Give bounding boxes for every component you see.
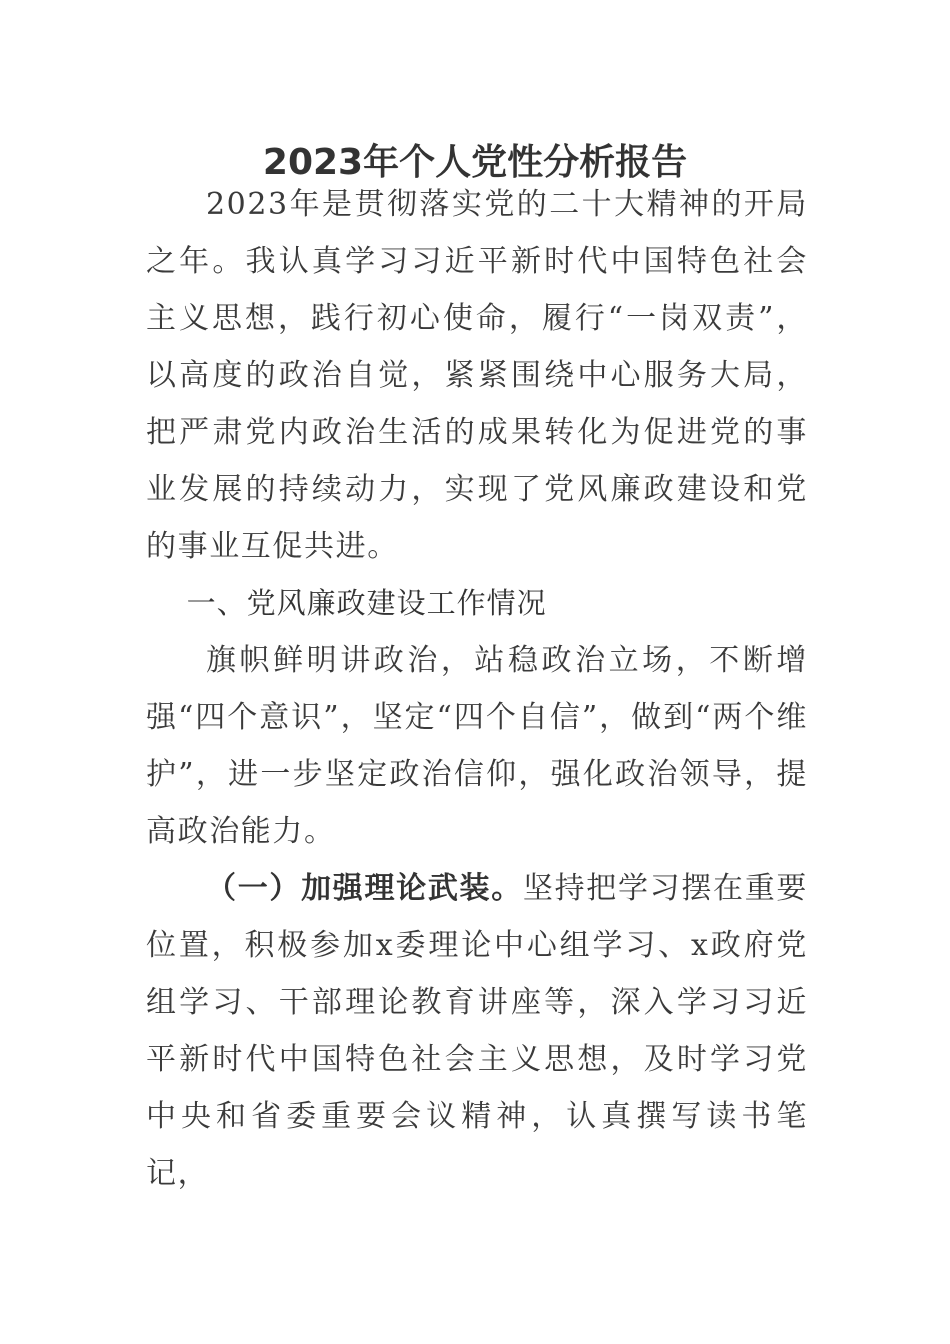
section-intro-paragraph: 旗帜鲜明讲政治，站稳政治立场，不断增强“四个意识”，坚定“四个自信”，做到“两个维护”，进一步坚定政治信仰，强化政治领导，提高政治能力。	[146, 643, 808, 849]
intro-paragraph: 2023年是贯彻落实党的二十大精神的开局之年。我认真学习习近平新时代中国特色社会主义思想，践行初心使命，履行“一岗双责”，以高度的政治自觉，紧紧围绕中心服务大局，把严肃党内政治生活的成果转化为促进党的事业发展的持续动力，实现了党风廉政建设和党的事业互促共进。	[146, 187, 808, 564]
item-text: 坚持把学习摆在重要位置，积极参加x委理论中心组学习、x政府党组学习、干部理论教育讲座等，深入学习习近平新时代中国特色社会主义思想，及时学习党中央和省委重要会议精神，认真撰写读书笔记，	[146, 871, 808, 1191]
document-body	[146, 176, 808, 1202]
item-lead: （一）加强理论武装。	[206, 871, 523, 906]
document-title: 2023年个人党性分析报告	[262, 142, 688, 183]
section-heading: 一、党风廉政建设工作情况	[186, 586, 547, 620]
item-paragraph	[146, 860, 808, 1202]
